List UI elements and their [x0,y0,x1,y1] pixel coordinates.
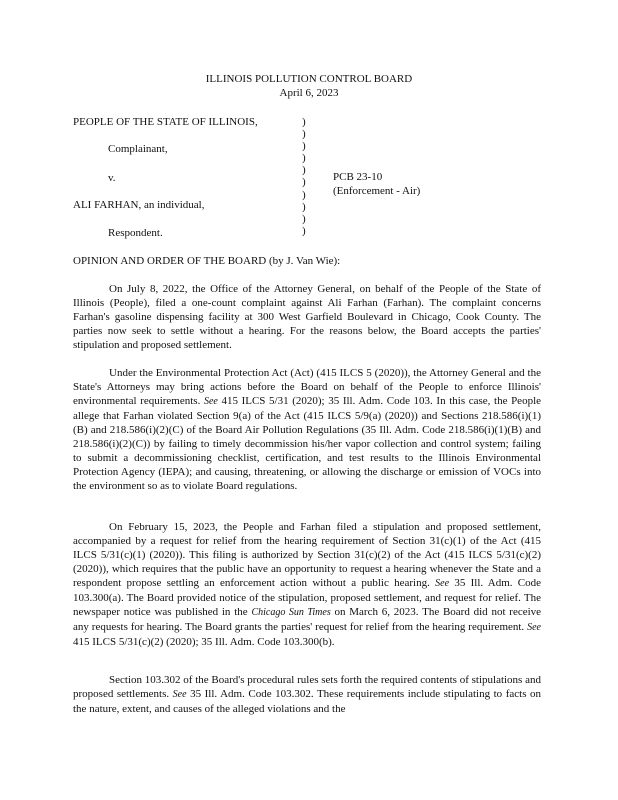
caption-defendant: ALI FARHAN, an individual, [73,199,205,211]
caption-versus: v. [108,172,116,184]
newspaper-name: Chicago Sun Times [251,607,331,618]
paragraph-2 [73,366,541,493]
case-number: PCB 23-10 [333,171,383,183]
paragraph-3-text-b: 35 Ill. Adm. Code 103.300(a). The Board provided notice of the stipulation, proposed settlement, and request for relief. The newspaper notice was published in the [73,577,542,618]
caption-paren: ) [302,116,306,128]
paragraph-2-text-a: Under the Environmental Protection Act (Act) (415 ILCS 5 (2020)), the Attorney General and the State's Attorneys may bring actions before the Board on behalf of the People to enforce Illinois' environmental requirements. [73,367,541,407]
opinion-date: April 6, 2023 [279,87,339,99]
citation-signal-see: See [172,689,187,700]
caption-paren-column [302,116,312,237]
citation-signal-see: See [203,396,218,407]
caption-paren: ) [302,224,306,237]
paragraph-3-text-d: 415 ILCS 5/31(c)(2) (2020); 35 Ill. Adm. Code 103.300(b). [73,636,335,648]
paragraph-3-text-a: On February 15, 2023, the People and Farhan filed a stipulation and proposed settlement, accompanied by a request for relief from the hearing requirement of Section 31(c)(1) of the Act (415 ILCS 5/31(c)(1) (2020)). This filing is authorized by Section 31(c)(2) of the Act (415 ILCS 5/31(c)(2) (2020)), which requires that the public have an opportunity to request a hearing whenever the State and a respondent propose settling an enforcement action without a public hearing. [73,521,541,589]
paragraph-3 [73,520,541,649]
paragraph-2-text-b: 415 ILCS 5/31 (2020); 35 Ill. Adm. Code 103. In this case, the People allege that Farhan violated Section 9(a) of the Act (415 ILCS 5/9(a) (2020)) and Sections 218.586(i)(1)(B) and 218.586(i)(2)(C) of the Board Air Pollution Regulations (35 Ill. Adm. Code 218.586(i)(1)(B) and 218.586(i)(2)(C)) by failing to timely decommission his/her vapor collection and control system; failing to submit a decommissioning checklist, certification, and test results to the Illinois Environmental Protection Agency (IEPA); and causing, threatening, or allowing the discharge or emission of VOCs into the environment so as to violate Board regulations. [73,395,542,492]
caption-complainant: Complainant, [108,143,168,155]
paragraph-3-text-c: on March 6, 2023. The Board did not receive any requests for hearing. The Board grants the parties' request for relief from the hearing requirement. [73,606,542,633]
caption-paren: ) [302,152,306,165]
case-type: (Enforcement - Air) [333,185,421,197]
caption-paren: ) [302,212,306,225]
caption-paren: ) [302,140,306,153]
citation-signal-see: See [527,622,541,633]
paragraph-1-text: On July 8, 2022, the Office of the Attorney General, on behalf of the People of the State of Illinois (People), filed a one-count complaint against Ali Farhan (Farhan). The complaint concerns Farhan's gasoline dispensing facility at 300 West Garfield Boulevard in Chicago, Cook County. The parties now seek to settle without a hearing. For the reasons below, the Board accepts the parties' stipulation and proposed settlement. [73,283,541,351]
caption-respondent: Respondent. [108,227,163,239]
caption-paren: ) [302,164,306,177]
paragraph-4-text-a: Section 103.302 of the Board's procedural rules sets forth the required contents of stipulations and proposed settlements. [73,674,541,700]
paragraph-4-text-b: 35 Ill. Adm. Code 103.302. These requirements include stipulating to facts on the nature, extent, and causes of the alleged violations and the [73,688,542,715]
paragraph-4 [73,673,541,716]
paragraph-1 [73,282,541,352]
caption-plaintiff: PEOPLE OF THE STATE OF ILLINOIS, [73,116,258,128]
board-name: ILLINOIS POLLUTION CONTROL BOARD [205,73,413,85]
caption-paren: ) [302,200,306,213]
citation-signal-see: See [435,578,450,589]
caption-paren: ) [302,188,306,201]
caption-paren: ) [302,176,306,189]
caption-paren: ) [302,128,306,141]
opinion-heading: OPINION AND ORDER OF THE BOARD (by J. Van Wie): [73,255,341,267]
